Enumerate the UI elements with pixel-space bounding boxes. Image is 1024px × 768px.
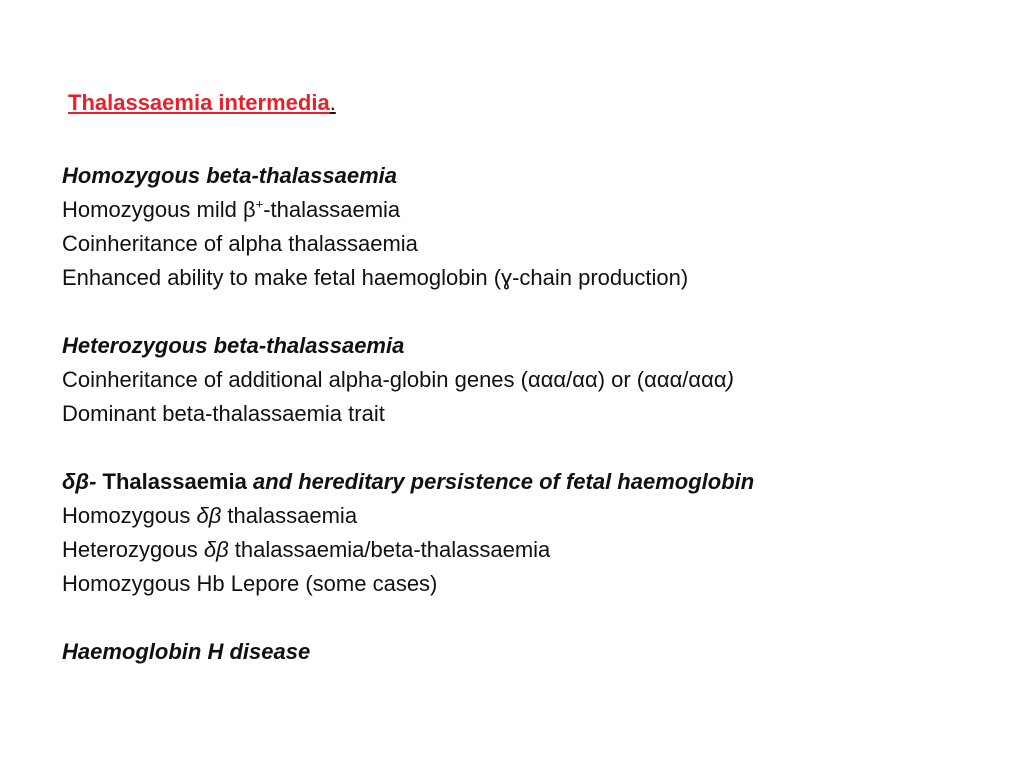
list-item [62, 363, 982, 397]
page-title [68, 90, 336, 116]
item-text: Coinheritance of additional alpha-globin genes (ααα/αα) or (ααα/ααα [62, 367, 727, 392]
closing-paren: ) [726, 367, 734, 392]
superscript-plus: + [255, 196, 264, 212]
spacer [62, 295, 982, 329]
spacer [62, 431, 982, 465]
title-text: Thalassaemia intermedia [68, 90, 330, 115]
content-body [62, 159, 982, 669]
section-heading-heterozygous: Heterozygous beta-thalassaemia [62, 333, 405, 358]
heading-italic-text: and hereditary persistence of fetal haemoglobin [252, 469, 755, 494]
item-symbol: δβ [196, 503, 222, 528]
section-heading-delta-beta [62, 465, 982, 499]
item-symbol: δβ [203, 537, 229, 562]
heading-symbol: δβ- [62, 469, 97, 494]
section-heading-hbh: Haemoglobin H disease [62, 639, 311, 664]
item-text: thalassaemia [221, 503, 358, 528]
spacer [62, 601, 982, 635]
list-item: Dominant beta-thalassaemia trait [62, 401, 385, 426]
list-item [62, 533, 982, 567]
item-text: Heterozygous [62, 537, 204, 562]
heading-bold-text: Thalassaemia [96, 469, 253, 494]
list-item: Homozygous Hb Lepore (some cases) [62, 571, 438, 596]
list-item [62, 193, 982, 227]
list-item [62, 499, 982, 533]
list-item: Coinheritance of alpha thalassaemia [62, 231, 418, 256]
item-text: -thalassaemia [263, 197, 401, 222]
item-text: thalassaemia/beta-thalassaemia [228, 537, 551, 562]
item-text: Homozygous [62, 503, 197, 528]
list-item: Enhanced ability to make fetal haemoglobin (ɣ-chain production) [62, 265, 689, 290]
title-period: . [329, 90, 336, 115]
section-heading-homozygous: Homozygous beta-thalassaemia [62, 163, 397, 188]
item-text: Homozygous mild β [62, 197, 256, 222]
